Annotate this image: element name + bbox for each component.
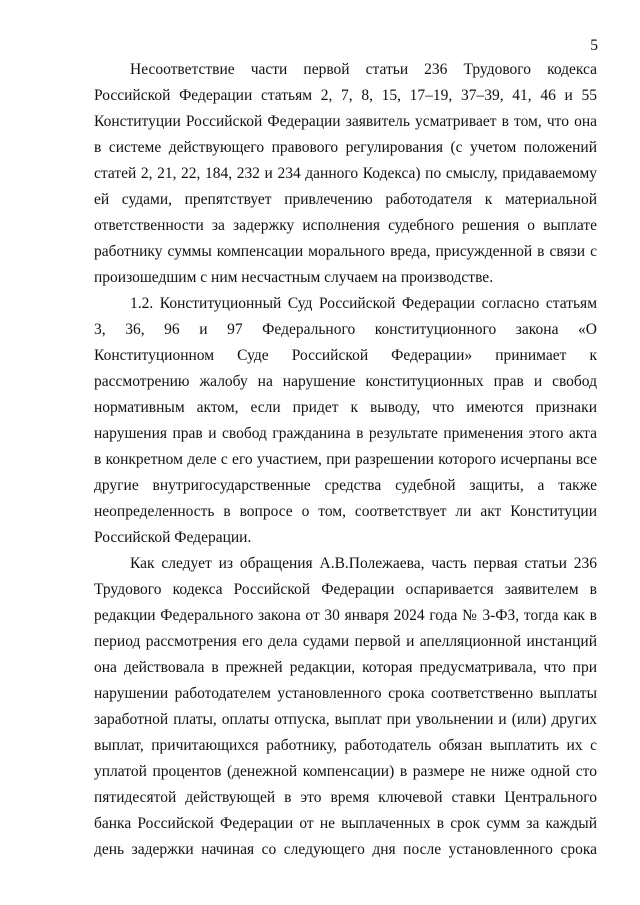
paragraph-2: [94, 291, 597, 551]
text-line: нарушения прав и свобод гражданина в результате применения этого акта: [94, 425, 597, 442]
text-line: редакции Федерального закона от 30 января 2024 года № 3-ФЗ, тогда как в: [94, 607, 597, 624]
text-line: ей судами, препятствует привлечению работодателя к материальной: [94, 191, 597, 208]
text-line: в системе действующего правового регулирования (с учетом положений: [94, 139, 597, 156]
text-line: банка Российской Федерации от не выплаченных в срок сумм за каждый: [94, 815, 597, 832]
text-line: уплатой процентов (денежной компенсации) в размере не ниже одной сто: [94, 763, 597, 780]
paragraph-3: [94, 551, 597, 863]
text-line: рассмотрению жалобу на нарушение конституционных прав и свобод: [94, 373, 597, 390]
text-line: работнику суммы компенсации морального вреда, присужденной в связи с: [94, 243, 597, 260]
text-line: неопределенность в вопросе о том, соответствует ли акт Конституции: [94, 503, 597, 520]
paragraph-1: [94, 57, 597, 291]
text-line: пятидесятой действующей в это время ключевой ставки Центрального: [94, 789, 597, 806]
body-text: [94, 57, 597, 863]
text-line: Трудового кодекса Российской Федерации оспаривается заявителем в: [94, 581, 597, 598]
text-line: нормативным актом, если придет к выводу, что имеются признаки: [94, 399, 597, 416]
text-line: выплат, причитающихся работнику, работодатель обязан выплатить их с: [94, 737, 597, 754]
text-line: 3, 36, 96 и 97 Федерального конституционного закона «О: [94, 321, 597, 338]
text-line: Конституционном Суде Российской Федерации» принимает к: [94, 347, 597, 364]
text-line: нарушении работодателем установленного срока соответственно выплаты: [94, 685, 597, 702]
text-line: Российской Федерации статьям 2, 7, 8, 15, 17–19, 37–39, 41, 46 и 55: [94, 87, 597, 104]
text-line: ответственности за задержку исполнения судебного решения о выплате: [94, 217, 597, 234]
page-number: 5: [590, 37, 598, 54]
text-line: Российской Федерации.: [94, 529, 252, 546]
text-line: она действовала в прежней редакции, которая предусматривала, что при: [94, 659, 597, 676]
text-line: день задержки начиная со следующего дня после установленного срока: [94, 841, 597, 858]
text-line: Как следует из обращения А.В.Полежаева, часть первая статьи 236: [130, 555, 597, 572]
text-line: заработной платы, оплаты отпуска, выплат при увольнении и (или) других: [94, 711, 597, 728]
text-line: период рассмотрения его дела судами первой и апелляционной инстанций: [94, 633, 597, 650]
text-line: Несоответствие части первой статьи 236 Трудового кодекса: [130, 61, 597, 78]
text-line: другие внутригосударственные средства судебной защиты, а также: [94, 477, 597, 494]
text-line: произошедшим с ним несчастным случаем на производстве.: [94, 269, 494, 286]
text-line: Конституции Российской Федерации заявитель усматривает в том, что она: [94, 113, 597, 130]
text-line: в конкретном деле с его участием, при разрешении которого исчерпаны все: [94, 451, 597, 468]
text-line: 1.2. Конституционный Суд Российской Федерации согласно статьям: [130, 295, 597, 312]
text-line: статей 2, 21, 22, 184, 232 и 234 данного Кодекса) по смыслу, придаваемому: [94, 165, 597, 182]
